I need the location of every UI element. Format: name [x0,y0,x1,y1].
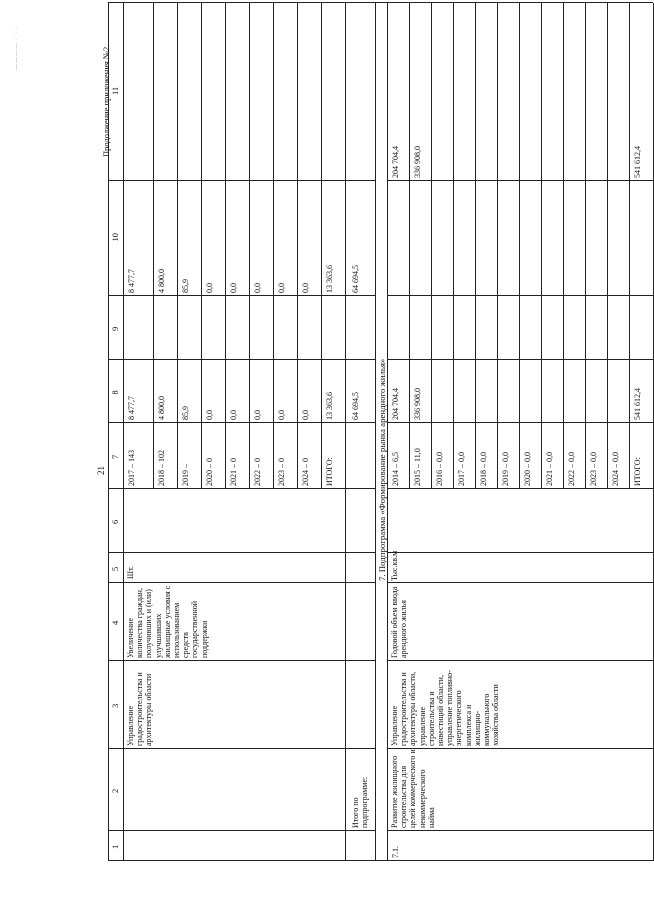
indicator-text: жилищные условия с [162,585,172,658]
column-number-header: 11 [110,86,120,95]
executor-text: архитектуры области, [408,671,418,746]
regional-budget-cell: 4 800,0 [157,269,166,293]
column-border [108,582,375,583]
column-number-header: 1 [110,844,120,849]
indicator-text: получивших и (или) [144,589,154,658]
year-value-cell: 2018 – 102 [157,450,166,486]
unit-text: Тыс.кв.м [390,550,399,581]
column-border [108,660,375,661]
column-border [108,359,375,360]
column-number-header: 6 [110,519,120,524]
total-funding-cell: 8 477,7 [127,396,136,420]
extra-budget-cell: 336 908,0 [413,146,422,178]
executor-text: хозяйства области [491,684,501,746]
regional-budget-cell: 0,0 [301,283,310,293]
total-funding-cell: 336 908,0 [413,388,422,420]
row-border [273,3,274,489]
year-value-cell: 2017 – 0,0 [457,452,466,486]
year-value-cell: 2014 – 6,5 [391,452,400,486]
row-border [201,3,202,489]
executor-text: Управление [126,705,135,746]
column-number-header: 3 [110,703,120,708]
executor-text: градостроительства и [135,672,145,746]
section-title: 7. Подпрограмма «Формирование рынка арендного жилья» [377,358,387,581]
row-border [409,3,410,489]
row-border [541,3,542,489]
row-border [563,3,564,489]
column-border [387,488,653,489]
column-border [387,295,653,296]
column-border [108,422,375,423]
scan-mark: ———— · · · [14,25,20,70]
measure-name-text: некоммерческого [417,769,427,828]
year-value-cell: 2019 – 0,0 [501,452,510,486]
year-value-cell: 2024 – 0 [301,458,310,486]
indicator-text: арендного жилья [399,600,409,658]
row-border [629,3,630,489]
column-border [387,422,653,423]
executor-text: инвестиций области, [436,675,445,746]
column-border [108,488,375,489]
year-value-cell: ИТОГО: [325,457,334,486]
row-border [453,3,454,489]
total-funding-cell: 541 612,4 [633,388,642,420]
table-side-border [108,860,653,861]
column-number-header: 8 [110,390,120,395]
indicator-text: улучшивших [153,613,163,658]
indicator-text: количества граждан, [135,588,145,658]
year-value-cell: 2020 – 0 [205,458,214,486]
subtotal-bottom-border [375,3,376,861]
subtotal-total-cell: 64 694,5 [351,392,360,420]
row-border [297,3,298,489]
year-value-cell: 2019 – [181,464,190,486]
measure-name-text: строительства для [399,765,409,828]
measure-name-text: Развитие жилищного [390,755,399,828]
executor-text: коммунального [482,693,491,746]
year-value-cell: 2022 – 0 [253,458,262,486]
header-row-border [123,3,124,861]
column-number-header: 9 [110,326,120,331]
row-border [249,3,250,489]
column-border [387,359,653,360]
column-border [108,830,375,831]
indicator-text: поддержки [199,620,209,658]
total-funding-cell: 0,0 [301,410,310,420]
column-border [108,748,375,749]
executor-text: жилищно- [472,710,482,746]
column-border [387,748,653,749]
column-border [387,582,653,583]
executor-text: управление топливно- [445,670,455,746]
regional-budget-cell: 8 477,7 [127,269,136,293]
page-number: 21 [96,466,106,475]
extra-budget-cell: 204 704,4 [391,146,400,178]
total-funding-cell: 0,0 [277,410,286,420]
column-border [108,180,375,181]
year-value-cell: 2024 – 0,0 [611,452,620,486]
executor-text: градостроительства и [399,672,409,746]
column-border [108,552,375,553]
executor-text: управление [417,706,427,746]
column-number-header: 4 [110,620,120,625]
subtotal-label: подпрограмме: [360,776,369,828]
year-value-cell: 2023 – 0 [277,458,286,486]
indicator-text: средств [181,632,191,658]
executor-text: энергетического [454,690,464,746]
year-value-cell: 2015 – 11,0 [413,448,422,486]
year-value-cell: 2021 – 0,0 [545,452,554,486]
column-number-header: 5 [110,566,120,571]
column-border [108,295,375,296]
extra-budget-cell: 541 612,4 [633,146,642,178]
subtotal-label: Итого по [351,797,360,828]
regional-budget-cell: 0,0 [253,283,262,293]
column-number-header: 7 [110,454,120,459]
executor-text: комплекса и [463,704,473,746]
column-number-header: 10 [110,233,120,242]
table-side-border [108,2,653,3]
year-value-cell: 2021 – 0 [229,458,238,486]
row-border [225,3,226,489]
row-border [607,3,608,489]
regional-budget-cell: 0,0 [205,283,214,293]
program-table [108,3,642,861]
year-value-cell: 2018 – 0,0 [479,452,488,486]
year-value-cell: 2020 – 0,0 [523,452,532,486]
row-border [475,3,476,489]
year-value-cell: 2017 – 143 [127,450,136,486]
row-number: 7.1. [391,846,400,858]
column-border [387,552,653,553]
total-funding-cell: 4 800,0 [157,396,166,420]
row-border [321,3,322,489]
regional-budget-cell: 85,9 [181,279,190,293]
year-value-cell: 2022 – 0,0 [567,452,576,486]
section-title-border [387,3,388,861]
table-top-border [108,3,109,861]
regional-budget-cell: 13 363,6 [325,265,334,293]
row-border [585,3,586,489]
block1-bottom-border [345,3,346,861]
unit-text: Шт. [126,566,135,579]
indicator-text: использованием [172,602,181,658]
regional-budget-cell: 0,0 [229,283,238,293]
total-funding-cell: 0,0 [229,410,238,420]
column-border [387,660,653,661]
total-funding-cell: 13 363,6 [325,392,334,420]
total-funding-cell: 0,0 [205,410,214,420]
row-border [519,3,520,489]
year-value-cell: 2023 – 0,0 [589,452,598,486]
executor-text: строительства и [426,691,436,746]
total-funding-cell: 85,9 [181,406,190,420]
column-number-header: 2 [110,788,120,793]
column-border [387,180,653,181]
indicator-text: Увеличение [126,617,135,658]
executor-text: архитектуры области [144,673,154,746]
indicator-text: Годовой объем ввода [390,586,399,658]
year-value-cell: ИТОГО: [633,457,642,486]
subtotal-regional-cell: 64 694,5 [351,265,360,293]
column-border [387,830,653,831]
executor-text: Управление [390,705,399,746]
measure-name-text: целей коммерческого и [408,749,418,828]
row-border [177,3,178,489]
total-funding-cell: 204 704,4 [391,388,400,420]
measure-name-text: найма [426,807,436,828]
total-funding-cell: 0,0 [253,410,262,420]
row-border [153,3,154,489]
continued-label: Продолжение приложения №2 [101,46,111,157]
row-border [497,3,498,489]
row-border [431,3,432,489]
regional-budget-cell: 0,0 [277,283,286,293]
indicator-text: государственной [190,600,200,658]
year-value-cell: 2016 – 0,0 [435,452,444,486]
